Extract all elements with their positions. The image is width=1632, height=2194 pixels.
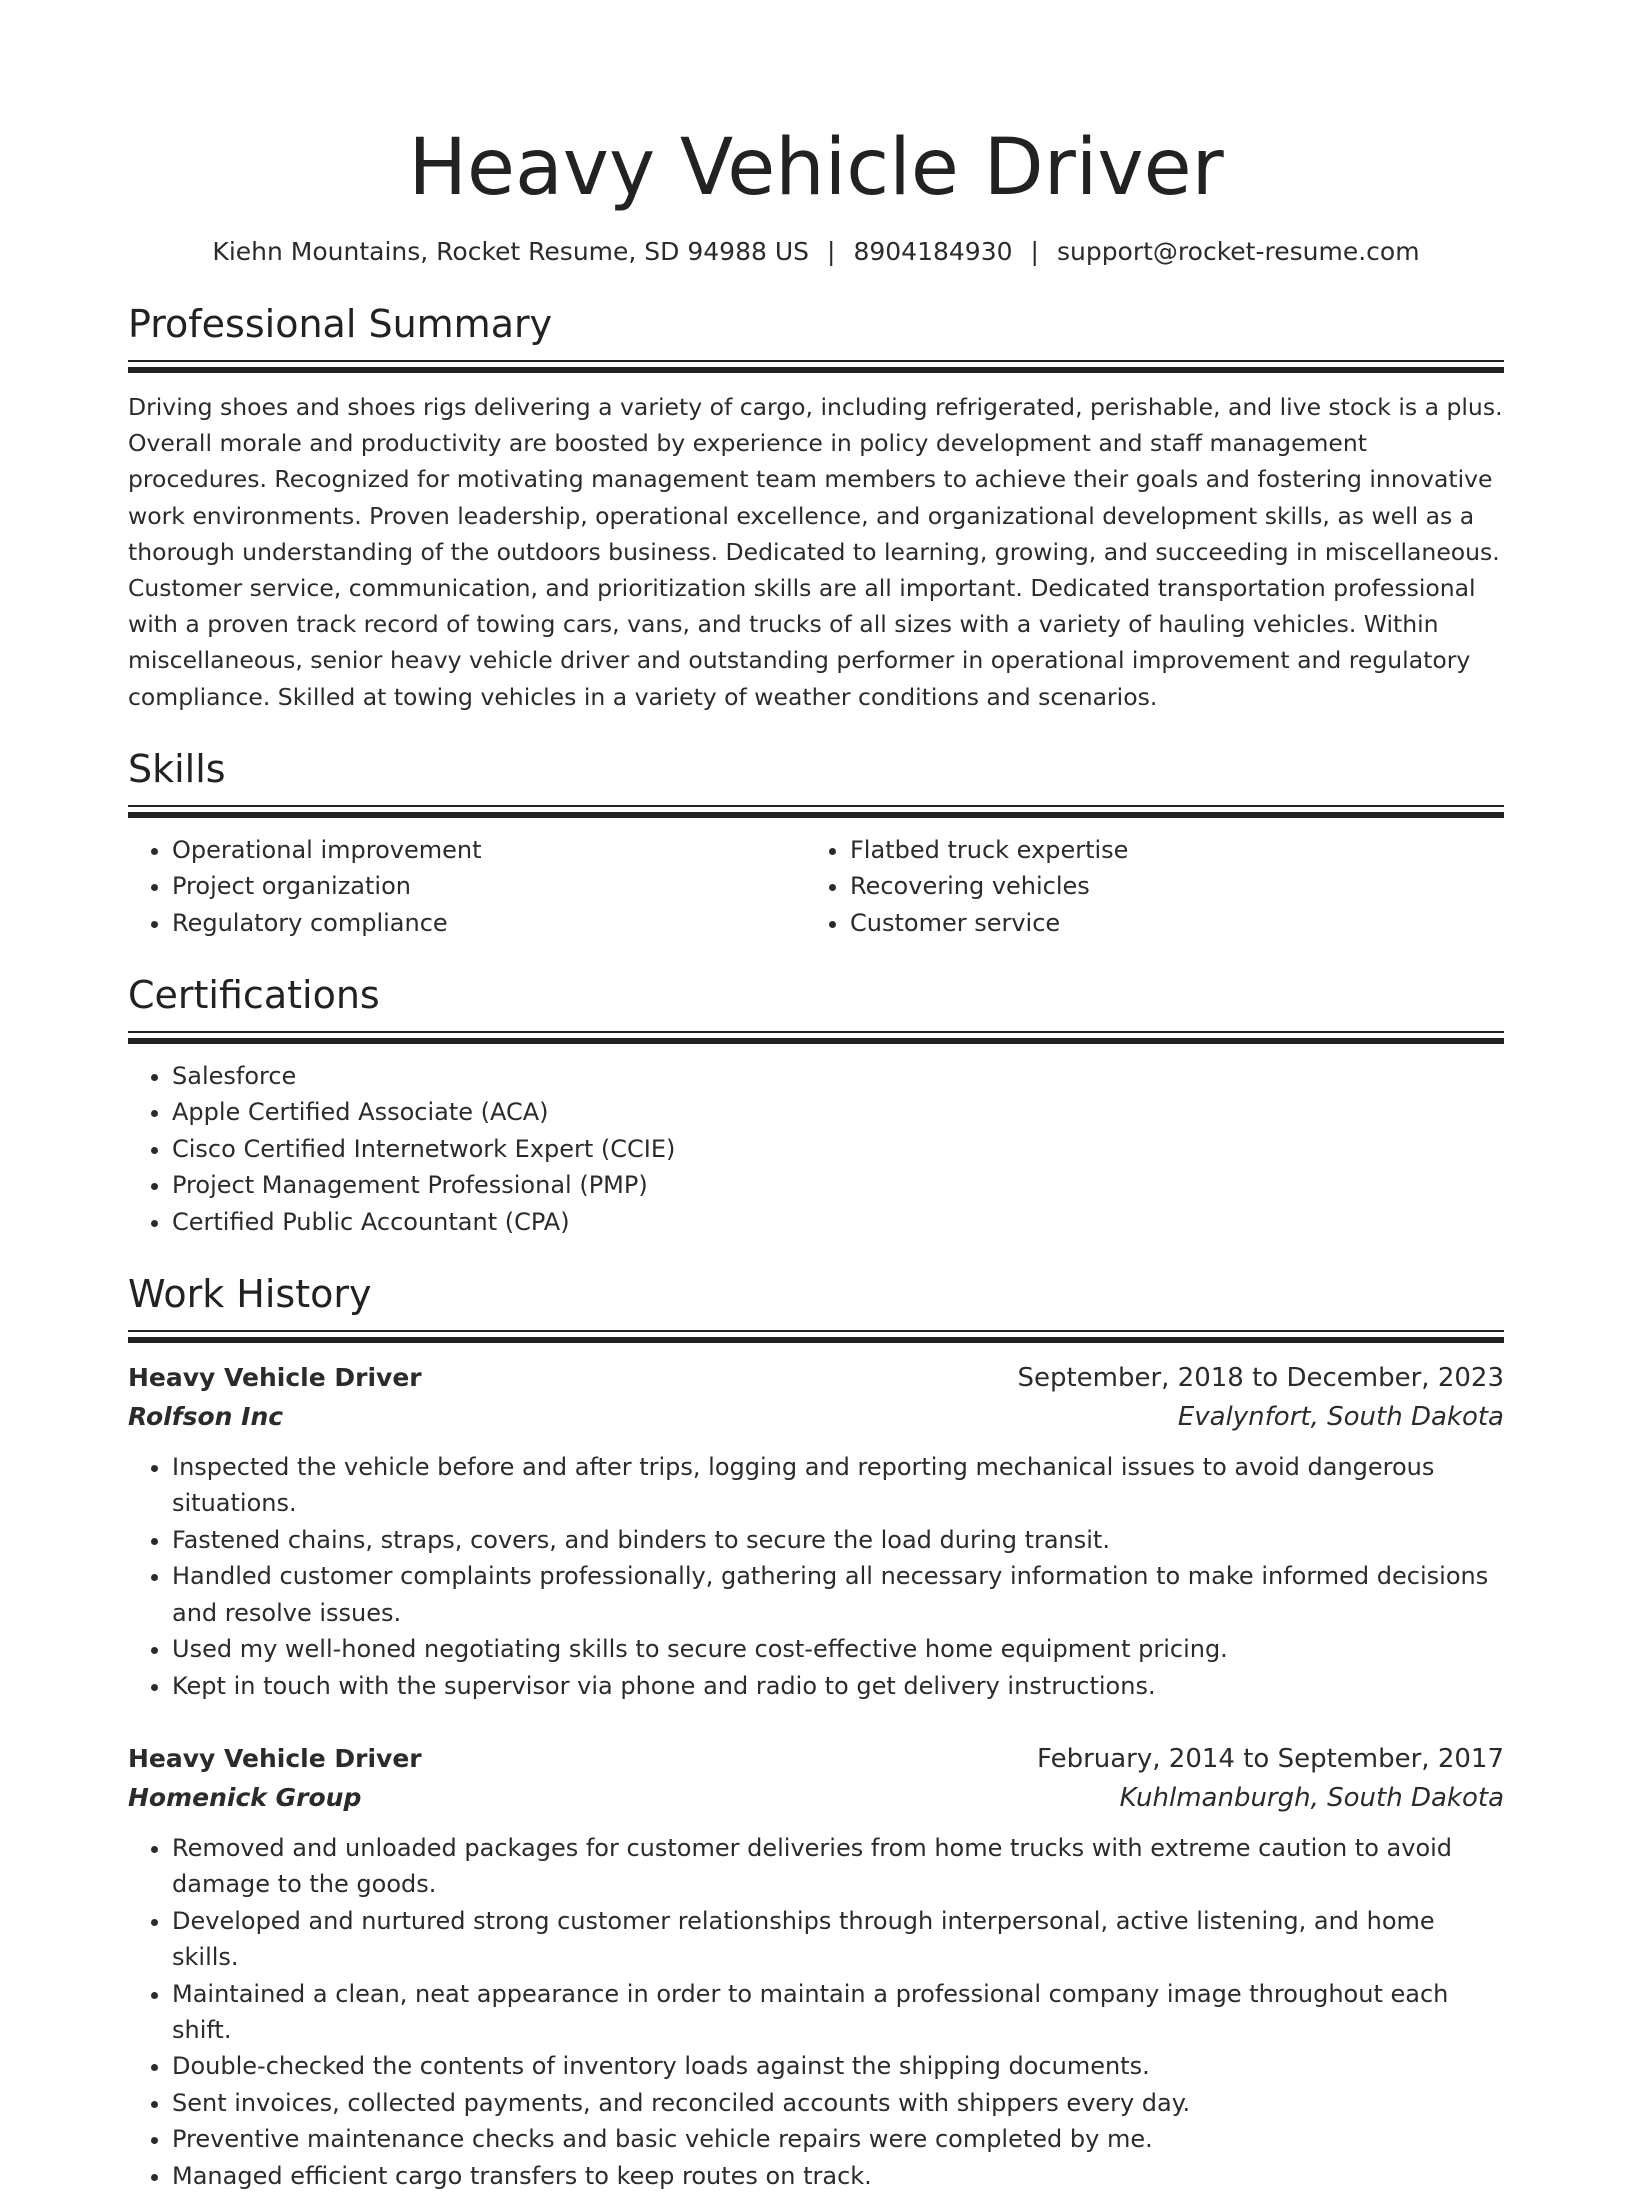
summary-text: Driving shoes and shoes rigs delivering a variety of cargo, including refrigerated, perishable, and live stock is a plus. Overall morale and productivity are boosted by experience in policy development and staff management procedures. Recognized for motivating management team members to achieve their goals and fostering innovative work environments. Proven leadership, operational excellence, and organizational development skills, as well as a thorough understanding of the outdoors business. Dedicated to learning, growing, and succeeding in miscellaneous. Customer service, communication, and prioritization skills are all important. Dedicated transportation professional with a proven track record of towing cars, vans, and trucks of all sizes with a variety of hauling vehicles. Within miscellaneous, senior heavy vehicle driver and outstanding performer in operational improvement and regulatory compliance. Skilled at towing vehicles in a variety of weather conditions and scenarios. [128,393,1503,711]
job-company-row [128,1397,1504,1437]
job-entry [128,1740,1504,2194]
section-skills [128,745,1504,941]
section-rule-thick [128,812,1504,818]
certification-item: • Certified Public Accountant (CPA) [172,1204,1504,1240]
certification-item: • Project Management Professional (PMP) [172,1167,1504,1203]
section-rule [128,1031,1504,1033]
resume-name: Heavy Vehicle Driver [408,123,1224,213]
job-bullet: • Used my well-honed negotiating skills to secure cost-effective home equipment pricing. [172,1631,1504,1667]
section-certifications [128,971,1504,1240]
section-title-work: Work History [128,1272,372,1317]
job-header-row [128,1359,1504,1397]
section-work-history [128,1270,1504,2194]
skill-item: • Regulatory compliance [172,905,806,941]
job-dates: February, 2014 to September, 2017 [1037,1743,1504,1774]
skill-item: • Flatbed truck expertise [850,832,1484,868]
skill-item: • Recovering vehicles [850,868,1484,904]
job-location: Evalynfort, South Dakota [1177,1402,1504,1433]
job-bullet: • Developed and nurtured strong customer relationships through interpersonal, active listening, and home skills. [172,1903,1504,1976]
section-rule-thick [128,1038,1504,1044]
job-bullet: • Preventive maintenance checks and basic vehicle repairs were completed by me. [172,2121,1504,2157]
job-title: Heavy Vehicle Driver [128,1363,422,1393]
skill-item: • Customer service [850,905,1484,941]
certifications-list [128,1058,1504,1240]
contact-email: support@rocket-resume.com [1056,237,1420,266]
certification-item: • Apple Certified Associate (ACA) [172,1094,1504,1130]
job-bullet: • Managed efficient cargo transfers to keep routes on track. [172,2158,1504,2194]
job-location: Kuhlmanburgh, South Dakota [1119,1782,1504,1813]
job-entry [128,1359,1504,1704]
job-dates: September, 2018 to December, 2023 [1017,1363,1504,1394]
job-bullet: • Handled customer complaints professionally, gathering all necessary information to make informed decisions and resolve issues. [172,1558,1504,1631]
section-title-certifications: Certifications [128,973,380,1018]
contact-separator: | [1030,237,1039,266]
job-company: Rolfson Inc [128,1402,284,1432]
job-bullet: • Double-checked the contents of inventory loads against the shipping documents. [172,2048,1504,2084]
job-bullet: • Sent invoices, collected payments, and reconciled accounts with shippers every day. [172,2085,1504,2121]
job-title: Heavy Vehicle Driver [128,1743,422,1773]
section-title-skills: Skills [128,746,226,791]
resume-page [128,120,1504,2194]
job-header-row [128,1740,1504,1778]
section-rule [128,1330,1504,1332]
job-bullet: • Kept in touch with the supervisor via phone and radio to get delivery instructions. [172,1668,1504,1704]
skills-list-right [806,832,1484,941]
skill-item: • Operational improvement [172,832,806,868]
job-bullet: • Fastened chains, straps, covers, and binders to secure the load during transit. [172,1522,1504,1558]
section-rule [128,360,1504,362]
job-bullet: • Inspected the vehicle before and after trips, logging and reporting mechanical issues to avoid dangerous situations. [172,1449,1504,1522]
skills-grid [128,832,1504,941]
certification-item: • Salesforce [172,1058,1504,1094]
section-rule-thick [128,367,1504,373]
section-summary [128,300,1504,715]
contact-line [128,234,1504,270]
section-rule [128,805,1504,807]
section-rule-thick [128,1337,1504,1343]
job-company: Homenick Group [128,1782,362,1812]
job-company-row [128,1778,1504,1818]
skill-item: • Project organization [172,868,806,904]
section-title-summary: Professional Summary [128,302,553,346]
skills-list-left [128,832,806,941]
job-bullet: • Removed and unloaded packages for customer deliveries from home trucks with extreme caution to avoid damage to the goods. [172,1830,1504,1903]
contact-separator: | [827,237,836,266]
job-bullets [128,1830,1504,2194]
contact-address: Kiehn Mountains, Rocket Resume, SD 94988 US [212,237,810,266]
certification-item: • Cisco Certified Internetwork Expert (CCIE) [172,1131,1504,1167]
job-bullet: • Maintained a clean, neat appearance in order to maintain a professional company image throughout each shift. [172,1976,1504,2049]
contact-phone: 8904184930 [853,237,1013,266]
job-bullets [128,1449,1504,1704]
